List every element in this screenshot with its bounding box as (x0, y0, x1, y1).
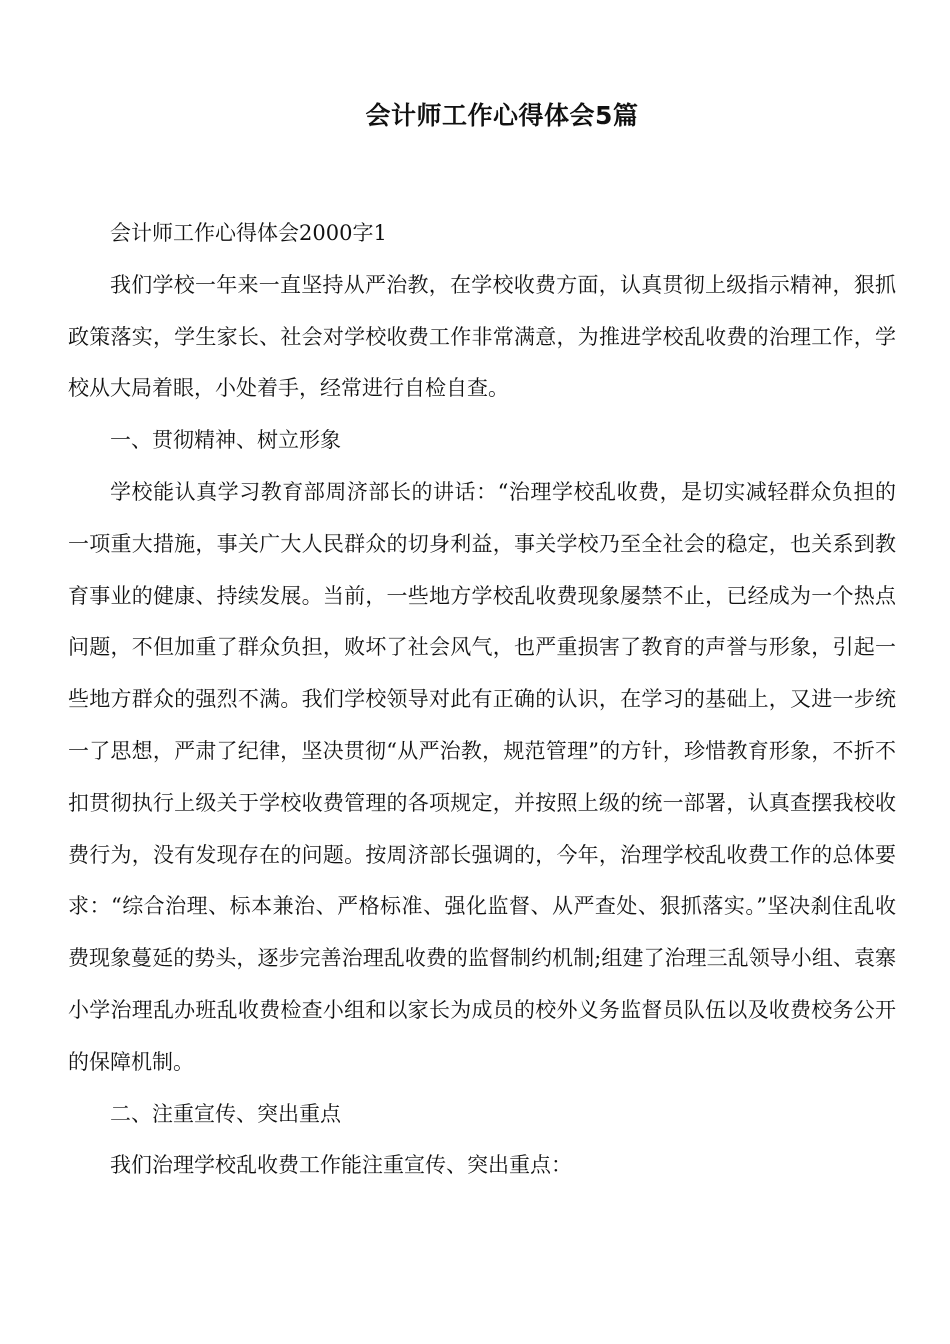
section-heading-2: 二、注重宣传、突出重点 (110, 1101, 341, 1126)
paragraph-intro: 我们学校一年来一直坚持从严治教，在学校收费方面，认真贯彻上级指示精神，狠抓政策落实，学生家长、社会对学校收费工作非常满意，为推进学校乱收费的治理工作，学校从大局着眼，小处着手，经常进行自检自查。 (68, 272, 896, 401)
section-heading-main: 会计师工作心得体会2000字1 (110, 221, 387, 245)
document-body (68, 208, 896, 1192)
paragraph-section-1: 学校能认真学习教育部周济部长的讲话：“治理学校乱收费，是切实减轻群众负担的一项重大措施，事关广大人民群众的切身利益，事关学校乃至全社会的稳定，也关系到教育事业的健康、持续发展。当前，一些地方学校乱收费现象屡禁不止，已经成为一个热点问题，不但加重了群众负担，败坏了社会风气，也严重损害了教育的声誉与形象，引起一些地方群众的强烈不满。我们学校领导对此有正确的认识，在学习的基础上，又进一步统一了思想，严肃了纪律，坚决贯彻“从严治教，规范管理”的方针，珍惜教育形象，不折不扣贯彻执行上级关于学校收费管理的各项规定，并按照上级的统一部署，认真查摆我校收费行为，没有发现存在的问题。按周济部长强调的，今年，治理学校乱收费工作的总体要求：“综合治理、标本兼治、严格标准、强化监督、从严查处、狠抓落实。”坚决刹住乱收费现象蔓延的势头，逐步完善治理乱收费的监督制约机制;组建了治理三乱领导小组、袁寨小学治理乱办班乱收费检查小组和以家长为成员的校外义务监督员队伍以及收费校务公开的保障机制。 (68, 479, 896, 1074)
paragraph-section-2: 我们治理学校乱收费工作能注重宣传、突出重点： (110, 1153, 572, 1178)
section-heading-1: 一、贯彻精神、树立形象 (110, 428, 341, 453)
document-title: 会计师工作心得体会5篇 (365, 101, 639, 130)
